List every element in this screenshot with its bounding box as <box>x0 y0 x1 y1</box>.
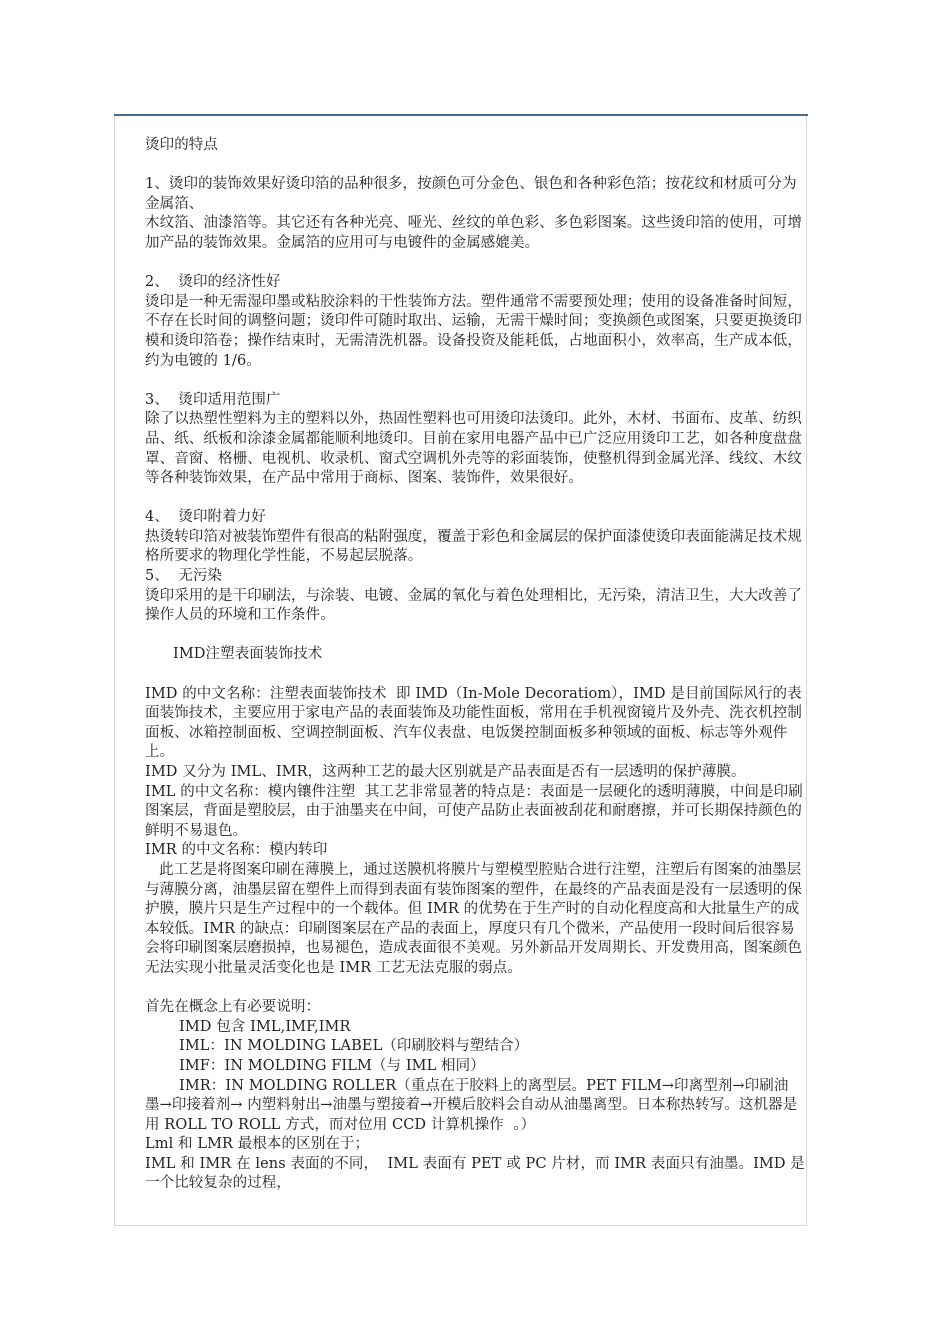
feature-3-body: 除了以热塑性塑料为主的塑料以外，热固性塑料也可用烫印法烫印。此外，木材、书面布、皮革、纺织品、纸、纸板和涂漆金属都能顺利地烫印。目前在家用电器产品中已广泛应用烫印工艺，如各种度盘盘罩、音窗、格栅、电视机、收录机、窗式空调机外壳等的彩面装饰，使整机得到金属光泽、线纹、木纹等各种装饰效果，在产品中常用于商标、图案、装饰件，效果很好。 <box>145 411 802 487</box>
feature-3-heading: 3、 烫印适用范围广 <box>145 391 281 408</box>
iml-paragraph: IML 的中文名称：模内镶件注塑 其工艺非常显著的特点是：表面是一层硬化的透明薄膜，中间是印刷图案层，背面是塑胶层，由于油墨夹在中间，可使产品防止表面被刮花和耐磨擦，并可长期保持颜色的鲜明不易退色。 <box>145 783 803 839</box>
feature-5-body: 烫印采用的是干印刷法，与涂装、电镀、金属的氧化与着色处理相比，无污染，清洁卫生，大大改善了操作人员的环境和工作条件。 <box>145 587 802 624</box>
feature-4-heading: 4、 烫印附着力好 <box>145 509 266 526</box>
feature-5-heading: 5、 无污染 <box>145 568 223 585</box>
feature-2-heading: 2、 烫印的经济性好 <box>145 274 281 291</box>
difference-body: IML 和 IMR 在 lens 表面的不同， IML 表面有 PET 或 PC 片材，而 IMR 表面只有油墨。IMD 是一个比较复杂的过程， <box>145 1155 805 1192</box>
imd-title: IMD注塑表面装饰技术 <box>173 646 323 663</box>
section-title: 烫印的特点 <box>145 137 218 153</box>
feature-4-body: 热烫转印箔对被装饰塑件有很高的粘附强度，覆盖于彩色和金属层的保护面漆使烫印表面能满足技术规格所要求的物理化学性能，不易起层脱落。 <box>145 528 802 565</box>
feature-1-line-2: 木纹箔、油漆箔等。其它还有各种光亮、哑光、丝纹的单色彩、多色彩图案。这些烫印箔的使用，可增加产品的装饰效果。金属箔的应用可与电镀件的金属感媲美。 <box>145 215 802 251</box>
document-body <box>145 136 809 1194</box>
concept-heading: 首先在概念上有必要说明： <box>145 999 321 1016</box>
feature-1-line-1: 1、烫印的装饰效果好烫印箔的品种很多，按颜色可分金色、银色和各种彩色箔；按花纹和材质可分为金属箔、 <box>145 176 797 212</box>
difference-heading: Lml 和 LMR 最根本的区别在于； <box>145 1136 370 1153</box>
concept-item-2: IML：IN MOLDING LABEL（印刷胶料与塑结合） <box>179 1038 529 1055</box>
feature-2-body: 烫印是一种无需湿印墨或粘胶涂料的干性装饰方法。塑件通常不需要预处理；使用的设备准备时间短，不存在长时间的调整问题；烫印件可随时取出、运输，无需干燥时间；变换颜色或图案，只要更换烫印模和烫印箔卷；操作结束时，无需清洗机器。设备投资及能耗低，占地面积小，效率高，生产成本低，约为电镀的 1/6。 <box>145 293 802 369</box>
imd-paragraph-1: IMD 的中文名称：注塑表面装饰技术 即 IMD（In-Mole Decoratiom），IMD 是目前国际风行的表面装饰技术，主要应用于家电产品的表面装饰及功能性面板，常用在手机视窗镜片及外壳、洗衣机控制面板、冰箱控制面板、空调控制面板、汽车仪表盘、电饭煲控制面板多种领域的面板、标志等外观件上。 <box>145 685 802 761</box>
concept-item-1: IMD 包含 IML,IMF,IMR <box>179 1018 351 1035</box>
imd-paragraph-2: IMD 又分为 IML、IMR，这两种工艺的最大区别就是产品表面是否有一层透明的保护薄膜。 <box>145 764 746 780</box>
concept-item-4a: IMR：IN MOLDING ROLLER（重点在于胶料上的离型层。PET FILM→印离型剂→印刷油 <box>179 1077 789 1094</box>
concept-item-4b: 墨→印接着剂→ 内塑料射出→油墨与塑接着→开模后胶料会自动从油墨离型。日本称热转写。这机器是用 ROLL TO ROLL 方式，而对位用 CCD 计算机操作 。） <box>145 1097 798 1133</box>
imr-heading: IMR 的中文名称：模内转印 <box>145 842 328 859</box>
concept-item-3: IMF：IN MOLDING FILM（与 IML 相同） <box>179 1057 485 1074</box>
imr-body: 此工艺是将图案印刷在薄膜上，通过送膜机将膜片与塑模型腔贴合进行注塑，注塑后有图案的油墨层与薄膜分离，油墨层留在塑件上而得到表面有装饰图案的塑件，在最终的产品表面是没有一层透明的保护膜，膜片只是生产过程中的一个载体。但 IMR 的优势在于生产时的自动化程度高和大批量生产的成本较低。IMR 的缺点：印刷图案层在产品的表面上，厚度只有几个微米，产品使用一段时间后很容易会将印刷图案层磨损掉，也易褪色，造成表面很不美观。另外新品开发周期长、开发费用高，图案颜色无法实现小批量灵活变化也是 IMR 工艺无法克服的弱点。 <box>145 861 802 976</box>
